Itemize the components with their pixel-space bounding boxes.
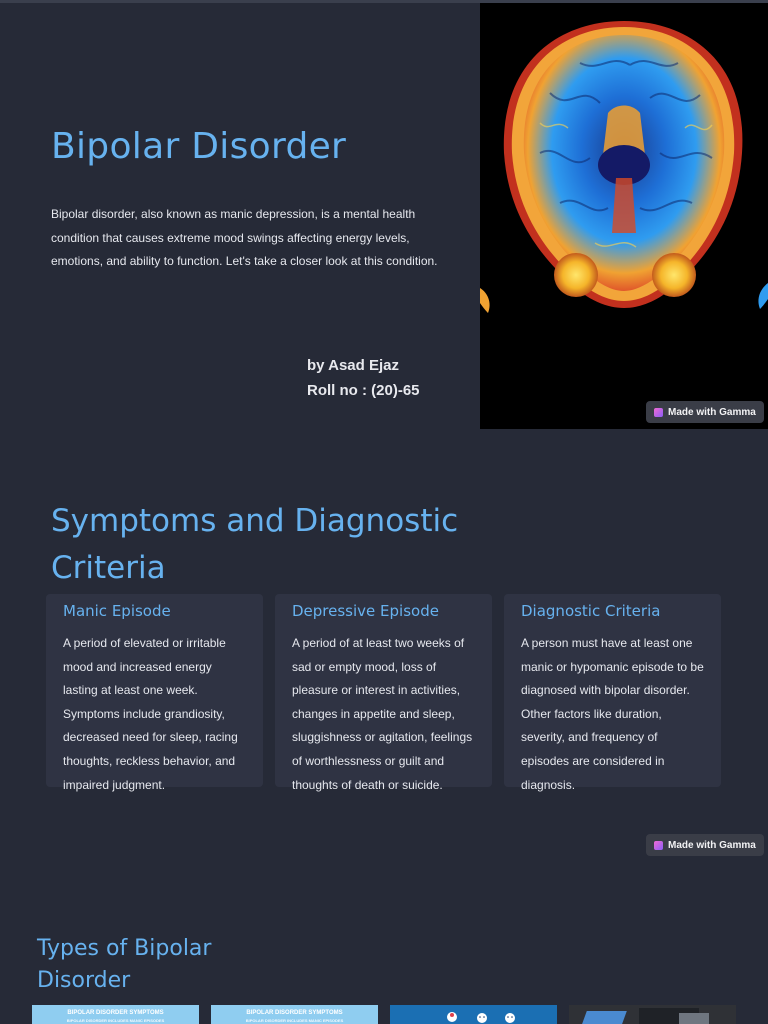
emoji-faces-icon [390, 1005, 557, 1024]
device-photo-icon [569, 1005, 736, 1024]
card-diagnostic-criteria [504, 594, 721, 792]
page-title: Bipolar Disorder [51, 126, 347, 167]
badge-label: Made with Gamma [668, 406, 756, 418]
made-with-gamma-badge[interactable] [646, 834, 764, 856]
thumbnail-emotions [390, 1005, 557, 1024]
card-text: A person must have at least one manic or hypomanic episode to be diagnosed with bipolar disorder. Other factors like duration, severity, and frequency of episodes are considered in diagnosis. [521, 636, 704, 792]
brain-mri-image [480, 3, 768, 429]
card-text: A period of at least two weeks of sad or empty mood, loss of pleasure or interest in activities, changes in appetite and sleep, sluggishness or agitation, feelings of worthlessness or guilt and thoughts of death or suicide. [292, 636, 473, 792]
badge-label: Made with Gamma [668, 839, 756, 851]
intro-paragraph: Bipolar disorder, also known as manic depression, is a mental health condition that causes extreme mood swings affecting energy levels, emotions, and ability to function. Let's take a closer look at this condition. [51, 207, 438, 268]
roll-number: Roll no : (20)-65 [307, 382, 420, 399]
types-title: Types of Bipolar Disorder [37, 936, 212, 993]
card-manic-episode [46, 594, 263, 792]
author-name: by Asad Ejaz [307, 357, 399, 374]
thumb-heading: BIPOLAR DISORDER SYMPTOMS [246, 1010, 343, 1016]
symptoms-title: Symptoms and Diagnostic Criteria [51, 503, 459, 586]
author-block [307, 353, 420, 403]
card-heading: Depressive Episode [292, 602, 439, 620]
card-heading: Diagnostic Criteria [521, 602, 661, 620]
card-heading: Manic Episode [63, 602, 171, 620]
thumb-subheading: BIPOLAR DISORDER INCLUDES MANIC EPISODES [66, 1018, 165, 1023]
brain-mri-icon [480, 3, 768, 429]
thumb-subheading: BIPOLAR DISORDER INCLUDES MANIC EPISODES [245, 1018, 344, 1023]
gamma-logo-icon [654, 408, 663, 417]
card-depressive-episode [275, 594, 492, 792]
thumb-heading: BIPOLAR DISORDER SYMPTOMS [67, 1010, 164, 1016]
slide-title [0, 3, 768, 429]
made-with-gamma-badge[interactable] [646, 401, 764, 423]
card-text: A period of elevated or irritable mood and increased energy lasting at least one week. Symptoms include grandiosity, decreased need for sleep, racing thoughts, reckless behavior, and impaired judgment. [63, 636, 238, 792]
thumbnail-devices [569, 1005, 736, 1024]
thumbnail-symptoms-2 [211, 1005, 378, 1024]
thumbnail-symptoms-1 [32, 1005, 199, 1024]
gamma-logo-icon [654, 841, 663, 850]
